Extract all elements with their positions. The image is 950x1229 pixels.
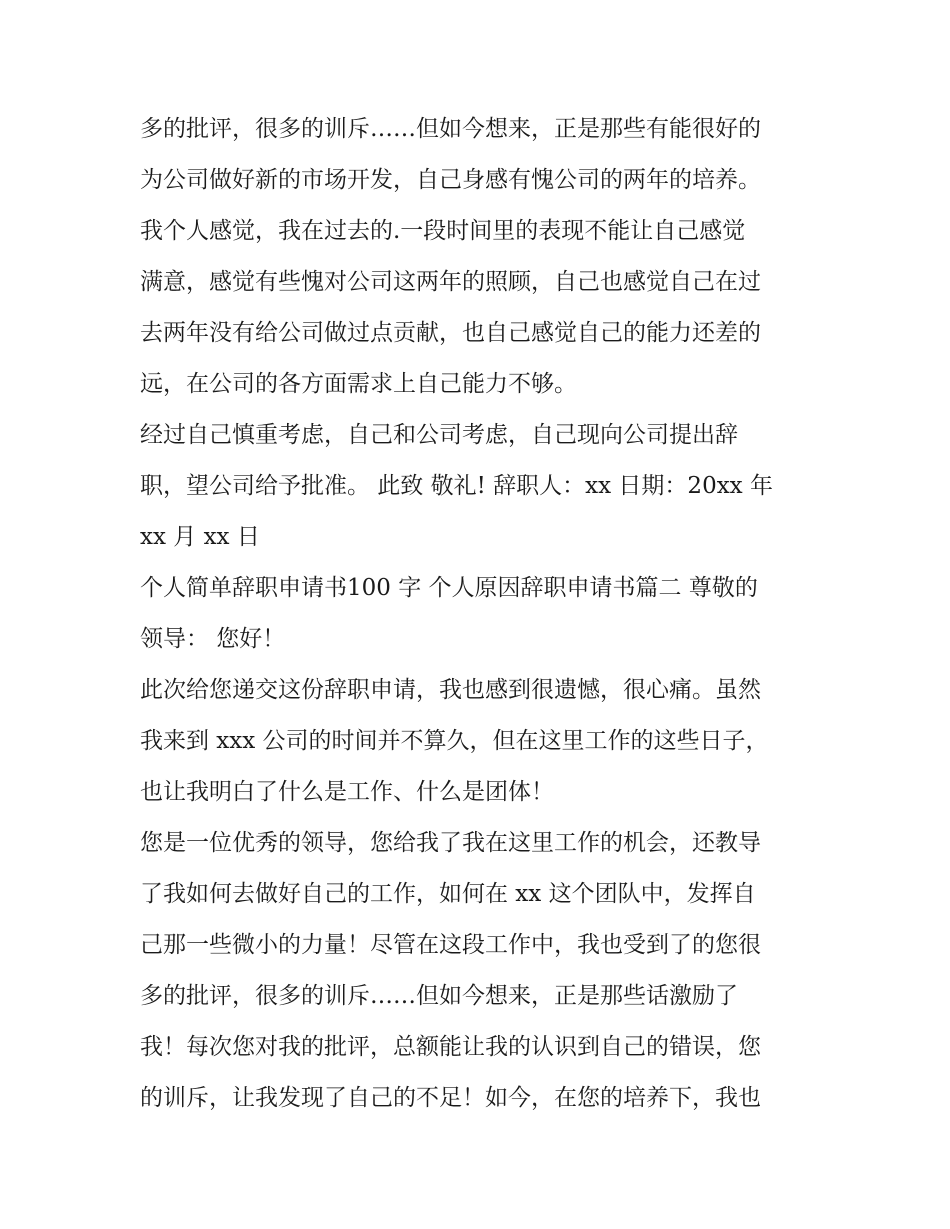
text-line: 也让我明白了什么是工作、什么是团体！	[140, 779, 554, 805]
text-line: 远，在公司的各方面需求上自己能力不够。	[140, 371, 577, 397]
text-line: 职，望公司给予批准。 此致 敬礼! 辞职人：xx 日期：20xx 年	[140, 473, 773, 499]
text-line: xx 月 xx 日	[140, 524, 260, 550]
text-line: 多的批评，很多的训斥……但如今想来，正是那些话激励了	[140, 983, 738, 1009]
text-line: 为公司做好新的市场开发，自己身感有愧公司的两年的培养。	[140, 167, 761, 193]
text-line: 了我如何去做好自己的工作，如何在 xx 这个团队中，发挥自	[140, 881, 756, 907]
text-line: 的训斥，让我发现了自己的不足！如今，在您的培养下，我也	[140, 1085, 761, 1111]
text-line: 我！每次您对我的批评，总额能让我的认识到自己的错误，您	[140, 1034, 761, 1060]
text-line: 我个人感觉，我在过去的.一段时间里的表现不能让自己感觉	[140, 218, 746, 244]
text-line: 满意，感觉有些愧对公司这两年的照顾，自己也感觉自己在过	[140, 269, 761, 295]
text-line: 去两年没有给公司做过点贡献，也自己感觉自己的能力还差的	[140, 320, 761, 346]
text-line: 我来到 xxx 公司的时间并不算久，但在这里工作的这些日子，	[140, 728, 769, 754]
text-line: 此次给您递交这份辞职申请，我也感到很遗憾，很心痛。虽然	[140, 677, 761, 703]
text-line: 个人简单辞职申请书100 字 个人原因辞职申请书篇二 尊敬的	[140, 575, 758, 601]
text-line: 多的批评，很多的训斥……但如今想来，正是那些有能很好的	[140, 116, 761, 142]
text-line: 己那一些微小的力量！尽管在这段工作中，我也受到了的您很	[140, 932, 761, 958]
text-line: 您是一位优秀的领导，您给我了我在这里工作的机会，还教导	[140, 830, 761, 856]
text-line: 经过自己慎重考虑，自己和公司考虑，自己现向公司提出辞	[140, 422, 738, 448]
document-body	[140, 104, 820, 1124]
text-line: 领导： 您好！	[140, 626, 286, 652]
